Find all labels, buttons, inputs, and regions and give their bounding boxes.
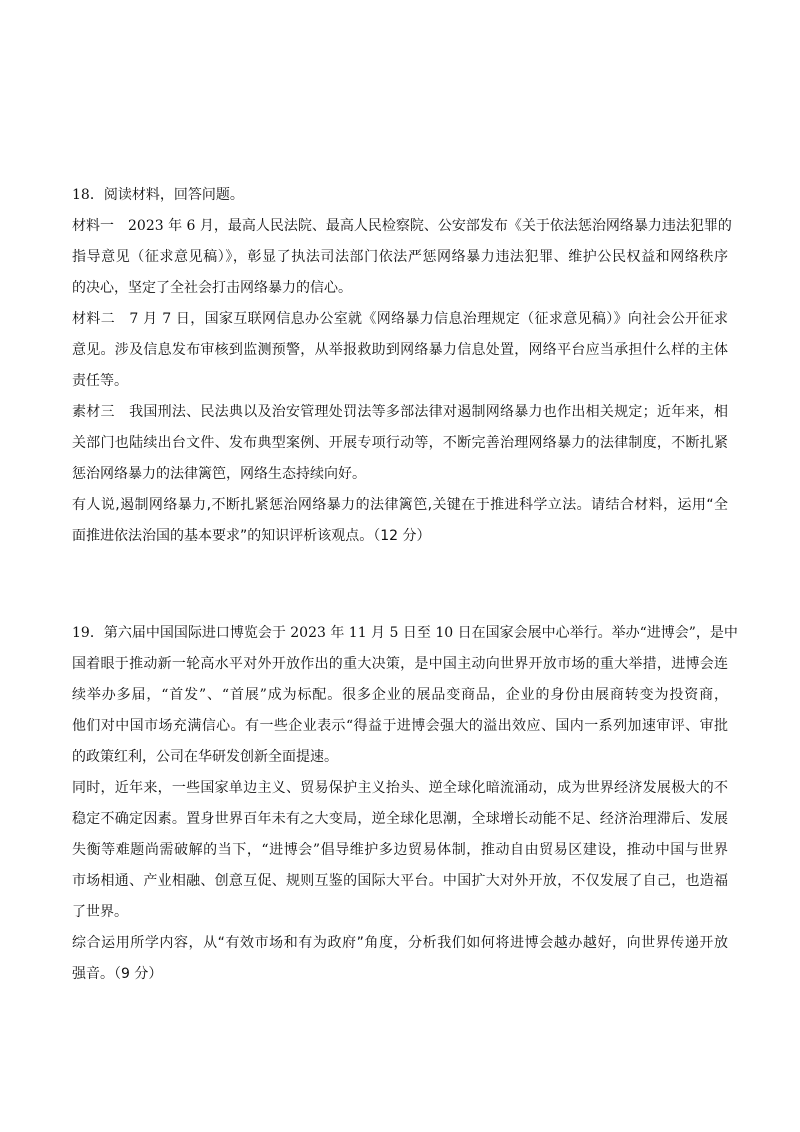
material-1-line-1: 材料一 2023 年 6 月，最高人民法院、最高人民检察院、公安部发布《关于依法惩治网络暴力违法犯罪的 — [72, 218, 732, 234]
question-18-heading: 18．阅读材料，回答问题。 — [72, 187, 244, 203]
question-19-line-4: 他们对中国市场充满信心。有一些企业表示“得益于进博会强大的溢出效应、国内一系列加速审评、审批 — [72, 718, 728, 734]
question-19-line-5: 的政策红利，公司在华研发创新全面提速。 — [72, 749, 338, 765]
question-19-line-10: 了世界。 — [72, 904, 128, 920]
question-19-line-6: 同时，近年来，一些国家单边主义、贸易保护主义抬头、逆全球化暗流涌动，成为世界经济发展极大的不 — [72, 780, 728, 796]
question-19-prompt-line-1: 综合运用所学内容，从“有效市场和有为政府”角度，分析我们如何将进博会越办越好，向世界传递开放 — [72, 935, 728, 951]
question-19-prompt-line-2: 强音。（9 分） — [72, 966, 163, 982]
section-gap — [72, 552, 728, 618]
material-2-line-3: 责任等。 — [72, 373, 128, 389]
question-19-line-1: 19．第六届中国国际进口博览会于 2023 年 11 月 5 日至 10 日在国家会展中心举行。举办“进博会”，是中 — [72, 625, 738, 641]
question-18 — [72, 180, 732, 552]
document-page — [72, 180, 738, 990]
question-18-prompt-line-1: 有人说,遏制网络暴力,不断扎紧惩治网络暴力的法律篱笆,关键在于推进科学立法。请结合材料，运用“全 — [72, 497, 728, 513]
material-1-line-3: 的决心，坚定了全社会打击网络暴力的信心。 — [72, 280, 352, 296]
question-19 — [72, 618, 738, 990]
material-3-line-1: 素材三 我国刑法、民法典以及治安管理处罚法等多部法律对遏制网络暴力也作出相关规定；近年来，相 — [72, 404, 728, 420]
material-3-line-3: 惩治网络暴力的法律篱笆，网络生态持续向好。 — [72, 466, 366, 482]
material-2-line-1: 材料二 7 月 7 日，国家互联网信息办公室就《网络暴力信息治理规定（征求意见稿）》向社会公开征求 — [72, 311, 728, 327]
material-2-line-2: 意见。涉及信息发布审核到监测预警，从举报救助到网络暴力信息处置，网络平台应当承担什么样的主体 — [72, 342, 728, 358]
question-19-line-3: 续举办多届，“首发”、“首展”成为标配。很多企业的展品变商品，企业的身份由展商转变为投资商， — [72, 687, 728, 703]
question-19-line-7: 稳定不确定因素。置身世界百年未有之大变局，逆全球化思潮，全球增长动能不足、经济治理滞后、发展 — [72, 811, 728, 827]
material-3-line-2: 关部门也陆续出台文件、发布典型案例、开展专项行动等，不断完善治理网络暴力的法律制度，不断扎紧 — [72, 435, 728, 451]
question-18-prompt-line-2: 面推进依法治国的基本要求”的知识评析该观点。（12 分） — [72, 528, 431, 544]
question-19-line-8: 失衡等难题尚需破解的当下，“进博会”倡导维护多边贸易体制，推动自由贸易区建设，推动中国与世界 — [72, 842, 728, 858]
material-1-line-2: 指导意见（征求意见稿）》，彰显了执法司法部门依法严惩网络暴力违法犯罪、维护公民权益和网络秩序 — [72, 249, 728, 265]
question-19-line-2: 国着眼于推动新一轮高水平对外开放作出的重大决策，是中国主动向世界开放市场的重大举措，进博会连 — [72, 656, 728, 672]
question-19-line-9: 市场相通、产业相融、创意互促、规则互鉴的国际大平台。中国扩大对外开放，不仅发展了自己，也造福 — [72, 873, 728, 889]
